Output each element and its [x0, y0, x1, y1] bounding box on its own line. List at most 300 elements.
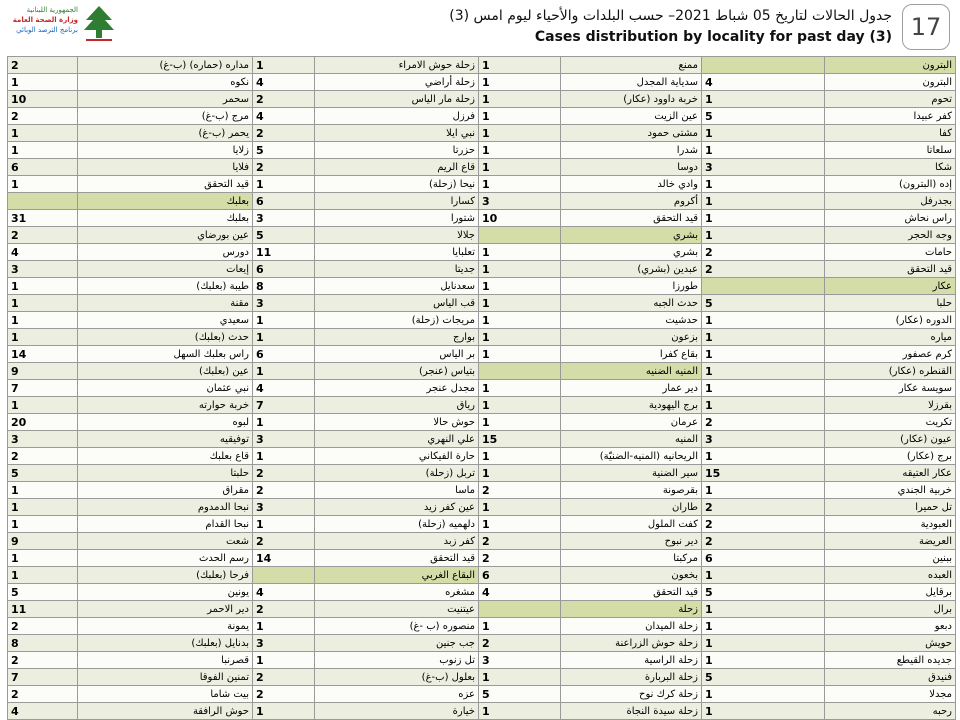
- locality-name-cell: رسم الحدث: [78, 550, 253, 567]
- case-count-cell: 1: [8, 125, 78, 142]
- locality-name-cell: جلالا: [315, 227, 479, 244]
- locality-name-cell: ممنع: [561, 57, 702, 74]
- locality-name-cell: زحلة البربارة: [561, 669, 702, 686]
- locality-name-cell: زحلة الراسية: [561, 652, 702, 669]
- case-count-cell: 5: [8, 465, 78, 482]
- case-count-cell: 5: [253, 227, 315, 244]
- case-count-cell: 2: [702, 516, 825, 533]
- case-count-cell: 1: [702, 397, 825, 414]
- locality-name-cell: الدوره (عكار): [825, 312, 956, 329]
- locality-name-cell: عين كفر زيد: [315, 499, 479, 516]
- district-header-cell: عكار: [825, 278, 956, 295]
- locality-name-cell: خربة داوود (عكار): [561, 91, 702, 108]
- case-count-cell: 10: [479, 210, 561, 227]
- case-count-cell: 1: [479, 159, 561, 176]
- locality-name-cell: حوش حالا: [315, 414, 479, 431]
- table-row: [8, 584, 956, 601]
- locality-name-cell: رياق: [315, 397, 479, 414]
- locality-name-cell: حلبا: [825, 295, 956, 312]
- case-count-cell: 3: [253, 635, 315, 652]
- case-count-cell: 2: [702, 499, 825, 516]
- locality-name-cell: بشري: [561, 244, 702, 261]
- locality-name-cell: حوش الرافقة: [78, 703, 253, 720]
- case-count-cell: 7: [8, 669, 78, 686]
- locality-name-cell: جب جنين: [315, 635, 479, 652]
- case-count-cell: 1: [702, 635, 825, 652]
- locality-name-cell: بزعون: [561, 329, 702, 346]
- locality-name-cell: جديتا: [315, 261, 479, 278]
- table-row: [8, 635, 956, 652]
- case-count-cell: 1: [479, 74, 561, 91]
- locality-name-cell: زحلة الميدان: [561, 618, 702, 635]
- case-count-cell: 1: [479, 176, 561, 193]
- locality-name-cell: حدث الجبه: [561, 295, 702, 312]
- locality-name-cell: مشغره: [315, 584, 479, 601]
- locality-name-cell: زلايا: [78, 142, 253, 159]
- table-row: [8, 244, 956, 261]
- case-count-cell: 1: [8, 550, 78, 567]
- case-count-cell: 4: [253, 380, 315, 397]
- case-count-cell: 7: [253, 397, 315, 414]
- case-count-cell: 1: [479, 346, 561, 363]
- table-row: [8, 193, 956, 210]
- case-count-cell: 2: [702, 244, 825, 261]
- locality-name-cell: حويش: [825, 635, 956, 652]
- case-count-cell: 1: [479, 397, 561, 414]
- locality-name-cell: مجدل عنجر: [315, 380, 479, 397]
- case-count-cell: 2: [8, 652, 78, 669]
- case-count-cell: 2: [8, 618, 78, 635]
- case-count-cell: 2: [8, 227, 78, 244]
- case-count-cell: 3: [702, 431, 825, 448]
- locality-name-cell: قب الياس: [315, 295, 479, 312]
- case-count-cell: 2: [702, 414, 825, 431]
- table-row: [8, 669, 956, 686]
- locality-name-cell: عين بورضاي: [78, 227, 253, 244]
- case-count-cell: 15: [479, 431, 561, 448]
- locality-name-cell: برقايل: [825, 584, 956, 601]
- locality-name-cell: فرحا (بعلبك): [78, 567, 253, 584]
- case-count-cell: 14: [253, 550, 315, 567]
- case-count-cell: 1: [702, 142, 825, 159]
- case-count-cell: 2: [702, 261, 825, 278]
- locality-name-cell: نبي ايلا: [315, 125, 479, 142]
- locality-name-cell: تكريت: [825, 414, 956, 431]
- locality-name-cell: حزرتا: [315, 142, 479, 159]
- case-count-cell: 9: [8, 363, 78, 380]
- locality-name-cell: بعلبك: [78, 210, 253, 227]
- case-count-cell: 4: [479, 584, 561, 601]
- locality-name-cell: علي النهري: [315, 431, 479, 448]
- logo-line-ministry: وزارة الصحة العامة: [12, 16, 78, 24]
- locality-name-cell: دورس: [78, 244, 253, 261]
- case-count-cell: 1: [479, 125, 561, 142]
- ministry-logo: [6, 4, 118, 44]
- locality-name-cell: نيحا (زحلة): [315, 176, 479, 193]
- case-count-cell: 4: [253, 74, 315, 91]
- locality-name-cell: سويسة عكار: [825, 380, 956, 397]
- case-count-cell: 1: [479, 516, 561, 533]
- case-count-cell: 1: [702, 567, 825, 584]
- case-count-cell: 2: [253, 465, 315, 482]
- case-count-cell: 1: [702, 176, 825, 193]
- case-count-cell: 5: [702, 108, 825, 125]
- locality-name-cell: مقنة: [78, 295, 253, 312]
- locality-name-cell: دلهميه (زحلة): [315, 516, 479, 533]
- locality-name-cell: زحلة أراضي: [315, 74, 479, 91]
- case-count-cell: 2: [479, 482, 561, 499]
- locality-name-cell: العبده: [825, 567, 956, 584]
- table-row: [8, 227, 956, 244]
- locality-name-cell: حامات: [825, 244, 956, 261]
- case-count-cell: 1: [253, 618, 315, 635]
- locality-name-cell: تمنين الفوقا: [78, 669, 253, 686]
- logo-line-program: برنامج الترصد الوبائي: [16, 26, 78, 34]
- table-row: [8, 533, 956, 550]
- locality-name-cell: مريجات (زحلة): [315, 312, 479, 329]
- district-header-cell: البترون: [825, 57, 956, 74]
- case-count-cell: 1: [253, 414, 315, 431]
- locality-name-cell: أكروم: [561, 193, 702, 210]
- table-row: [8, 550, 956, 567]
- case-count-cell: 1: [702, 312, 825, 329]
- case-count-cell: 10: [8, 91, 78, 108]
- table-row: [8, 397, 956, 414]
- case-count-cell: 2: [253, 686, 315, 703]
- locality-name-cell: طورزا: [561, 278, 702, 295]
- table-row: [8, 686, 956, 703]
- locality-name-cell: حارة الفيكاني: [315, 448, 479, 465]
- locality-name-cell: كفر زبد: [315, 533, 479, 550]
- locality-name-cell: حلبتا: [78, 465, 253, 482]
- district-header-cell: بعلبك: [78, 193, 253, 210]
- table-row: [8, 125, 956, 142]
- case-count-cell: 1: [8, 312, 78, 329]
- case-count-cell: 2: [253, 125, 315, 142]
- locality-name-cell: يحمر (ب-غ): [78, 125, 253, 142]
- locality-name-cell: مداره (حماره) (ب-غ): [78, 57, 253, 74]
- case-count-cell: 6: [8, 159, 78, 176]
- case-count-cell: 3: [479, 652, 561, 669]
- case-count-cell: 1: [702, 125, 825, 142]
- case-count-cell: 5: [702, 669, 825, 686]
- locality-name-cell: شعت: [78, 533, 253, 550]
- case-count-cell: 1: [702, 363, 825, 380]
- table-row: [8, 465, 956, 482]
- locality-name-cell: برال: [825, 601, 956, 618]
- locality-name-cell: العبودية: [825, 516, 956, 533]
- locality-name-cell: إده (البترون): [825, 176, 956, 193]
- locality-name-cell: بخعون: [561, 567, 702, 584]
- locality-name-cell: عين (بعلبك): [78, 363, 253, 380]
- locality-name-cell: شتورا: [315, 210, 479, 227]
- locality-name-cell: مقراق: [78, 482, 253, 499]
- locality-name-cell: سعيدي: [78, 312, 253, 329]
- locality-name-cell: راس بعلبك السهل: [78, 346, 253, 363]
- case-count-cell: 6: [479, 567, 561, 584]
- locality-name-cell: دير نبوح: [561, 533, 702, 550]
- locality-name-cell: قيد التحقق: [78, 176, 253, 193]
- district-header-cell: البقاع الغربي: [315, 567, 479, 584]
- case-count-cell: 6: [253, 261, 315, 278]
- table-row: [8, 431, 956, 448]
- locality-name-cell: فنيدق: [825, 669, 956, 686]
- case-count-cell: 1: [479, 278, 561, 295]
- case-count-cell: 1: [479, 91, 561, 108]
- case-count-cell: 1: [702, 227, 825, 244]
- case-count-cell: 3: [253, 431, 315, 448]
- case-count-cell: 2: [479, 533, 561, 550]
- locality-name-cell: توفيقيه: [78, 431, 253, 448]
- case-count-cell: [479, 227, 561, 244]
- locality-name-cell: دبعو: [825, 618, 956, 635]
- locality-name-cell: وادي خالد: [561, 176, 702, 193]
- case-count-cell: 1: [479, 142, 561, 159]
- locality-name-cell: بقاع كفرا: [561, 346, 702, 363]
- locality-name-cell: طاران: [561, 499, 702, 516]
- table-row: [8, 516, 956, 533]
- locality-name-cell: مجدلا: [825, 686, 956, 703]
- case-count-cell: 1: [253, 329, 315, 346]
- case-count-cell: 1: [479, 57, 561, 74]
- case-count-cell: [479, 601, 561, 618]
- locality-name-cell: قيد التحقق: [825, 261, 956, 278]
- locality-name-cell: سلعاتا: [825, 142, 956, 159]
- ministry-logo-text: [6, 5, 78, 35]
- case-count-cell: 4: [253, 108, 315, 125]
- locality-name-cell: خربية الجندي: [825, 482, 956, 499]
- locality-name-cell: تربل (زحلة): [315, 465, 479, 482]
- locality-name-cell: نبحا القدام: [78, 516, 253, 533]
- locality-name-cell: بعلول (ب-غ): [315, 669, 479, 686]
- locality-name-cell: يونين: [78, 584, 253, 601]
- case-count-cell: 1: [8, 176, 78, 193]
- case-count-cell: 2: [702, 533, 825, 550]
- table-row: [8, 329, 956, 346]
- locality-name-cell: زحلة مار الياس: [315, 91, 479, 108]
- case-count-cell: 1: [253, 57, 315, 74]
- locality-name-cell: مرج (ب-غ): [78, 108, 253, 125]
- case-count-cell: 3: [253, 210, 315, 227]
- locality-name-cell: بوارج: [315, 329, 479, 346]
- case-count-cell: 1: [702, 686, 825, 703]
- case-count-cell: 2: [253, 482, 315, 499]
- table-row: [8, 261, 956, 278]
- locality-name-cell: سحمر: [78, 91, 253, 108]
- table-row: [8, 159, 956, 176]
- locality-name-cell: راس نحاش: [825, 210, 956, 227]
- locality-name-cell: كفر عبيدا: [825, 108, 956, 125]
- case-count-cell: 6: [253, 193, 315, 210]
- locality-name-cell: قيد التحقق: [561, 210, 702, 227]
- locality-name-cell: بيت شاما: [78, 686, 253, 703]
- case-count-cell: 1: [8, 516, 78, 533]
- case-count-cell: 8: [8, 635, 78, 652]
- locality-name-cell: تعلبايا: [315, 244, 479, 261]
- locality-name-cell: خربة حوارته: [78, 397, 253, 414]
- case-count-cell: 4: [702, 74, 825, 91]
- case-count-cell: 1: [479, 261, 561, 278]
- locality-name-cell: دير الاحمر: [78, 601, 253, 618]
- locality-name-cell: عيتنيت: [315, 601, 479, 618]
- case-count-cell: 8: [253, 278, 315, 295]
- locality-name-cell: برج اليهودية: [561, 397, 702, 414]
- case-count-cell: 4: [253, 584, 315, 601]
- case-count-cell: 1: [479, 329, 561, 346]
- locality-name-cell: تحوم: [825, 91, 956, 108]
- case-count-cell: 1: [479, 244, 561, 261]
- case-count-cell: 2: [8, 686, 78, 703]
- table-row: [8, 142, 956, 159]
- case-count-cell: 1: [253, 516, 315, 533]
- case-count-cell: 4: [8, 703, 78, 720]
- table-row: [8, 312, 956, 329]
- case-count-cell: 1: [479, 465, 561, 482]
- slide-header: [0, 0, 960, 52]
- locality-name-cell: تل حميرا: [825, 499, 956, 516]
- locality-name-cell: القنطره (عكار): [825, 363, 956, 380]
- locality-name-cell: البترون: [825, 74, 956, 91]
- locality-name-cell: بدنايل (بعلبك): [78, 635, 253, 652]
- case-count-cell: 2: [479, 635, 561, 652]
- case-count-cell: 20: [8, 414, 78, 431]
- case-count-cell: 1: [702, 652, 825, 669]
- logo-line-republic: الجمهورية اللبنانية: [26, 6, 78, 14]
- table-row: [8, 278, 956, 295]
- locality-name-cell: سير الضنية: [561, 465, 702, 482]
- case-count-cell: 2: [253, 91, 315, 108]
- case-count-cell: 1: [253, 703, 315, 720]
- case-count-cell: 1: [479, 312, 561, 329]
- case-count-cell: 1: [8, 278, 78, 295]
- title-english: Cases distribution by locality for past day (3): [534, 29, 892, 45]
- case-count-cell: 1: [479, 703, 561, 720]
- locality-name-cell: بقرصونة: [561, 482, 702, 499]
- case-count-cell: 1: [253, 652, 315, 669]
- locality-name-cell: زحلة كرك نوح: [561, 686, 702, 703]
- case-count-cell: 1: [702, 210, 825, 227]
- case-count-cell: 5: [702, 295, 825, 312]
- case-count-cell: 2: [253, 533, 315, 550]
- locality-name-cell: سدياية المجدل: [561, 74, 702, 91]
- case-count-cell: 9: [8, 533, 78, 550]
- case-count-cell: 3: [479, 193, 561, 210]
- case-count-cell: 1: [479, 414, 561, 431]
- locality-name-cell: مياره: [825, 329, 956, 346]
- case-count-cell: 1: [702, 346, 825, 363]
- table-row: [8, 380, 956, 397]
- case-count-cell: 5: [8, 584, 78, 601]
- locality-name-cell: لبوه: [78, 414, 253, 431]
- locality-name-cell: زحلة سيدة النجاة: [561, 703, 702, 720]
- case-count-cell: 6: [253, 346, 315, 363]
- case-count-cell: 1: [253, 312, 315, 329]
- locality-name-cell: منصوره (ب -غ): [315, 618, 479, 635]
- locality-name-cell: ماسا: [315, 482, 479, 499]
- locality-name-cell: عكار العتيقه: [825, 465, 956, 482]
- locality-name-cell: بجدرفل: [825, 193, 956, 210]
- slide-number: 17: [902, 4, 950, 50]
- case-count-cell: 1: [702, 618, 825, 635]
- locality-name-cell: شدرا: [561, 142, 702, 159]
- locality-name-cell: عزه: [315, 686, 479, 703]
- case-count-cell: 2: [8, 448, 78, 465]
- locality-name-cell: يمونة: [78, 618, 253, 635]
- locality-name-cell: نبي عثمان: [78, 380, 253, 397]
- locality-name-cell: كفت الملول: [561, 516, 702, 533]
- table-row: [8, 210, 956, 227]
- case-count-cell: 7: [8, 380, 78, 397]
- locality-name-cell: ببنين: [825, 550, 956, 567]
- case-count-cell: 1: [479, 618, 561, 635]
- locality-name-cell: عبدين (بشري): [561, 261, 702, 278]
- cedar-icon: [82, 4, 116, 42]
- locality-name-cell: كفا: [825, 125, 956, 142]
- case-count-cell: 1: [702, 703, 825, 720]
- case-count-cell: 1: [702, 193, 825, 210]
- case-count-cell: 1: [702, 380, 825, 397]
- table-row: [8, 176, 956, 193]
- case-count-cell: 2: [8, 57, 78, 74]
- table-body: [8, 57, 956, 720]
- locality-name-cell: كرم عصفور: [825, 346, 956, 363]
- case-count-cell: 1: [479, 380, 561, 397]
- locality-name-cell: دير عمار: [561, 380, 702, 397]
- case-count-cell: 1: [702, 329, 825, 346]
- table-row: [8, 57, 956, 74]
- locality-name-cell: دوسا: [561, 159, 702, 176]
- locality-name-cell: طيبة (بعلبك): [78, 278, 253, 295]
- case-count-cell: 1: [253, 176, 315, 193]
- locality-name-cell: مركبتا: [561, 550, 702, 567]
- case-count-cell: 1: [253, 448, 315, 465]
- case-count-cell: 1: [8, 295, 78, 312]
- locality-name-cell: نكوه: [78, 74, 253, 91]
- cases-by-locality-table: [7, 56, 956, 720]
- case-count-cell: 6: [702, 550, 825, 567]
- case-count-cell: 1: [8, 482, 78, 499]
- case-count-cell: 1: [479, 108, 561, 125]
- locality-name-cell: فلايا: [78, 159, 253, 176]
- table-row: [8, 91, 956, 108]
- locality-name-cell: قصرنبا: [78, 652, 253, 669]
- case-count-cell: 1: [702, 601, 825, 618]
- case-count-cell: 14: [8, 346, 78, 363]
- case-count-cell: 1: [702, 482, 825, 499]
- locality-name-cell: سعدنايل: [315, 278, 479, 295]
- table-row: [8, 499, 956, 516]
- case-count-cell: 1: [479, 448, 561, 465]
- district-header-cell: بشري: [561, 227, 702, 244]
- case-count-cell: 3: [253, 499, 315, 516]
- case-count-cell: 1: [8, 567, 78, 584]
- case-count-cell: 2: [8, 108, 78, 125]
- locality-name-cell: شكا: [825, 159, 956, 176]
- case-count-cell: 1: [8, 397, 78, 414]
- case-count-cell: [8, 193, 78, 210]
- locality-name-cell: بتياس (عنجر): [315, 363, 479, 380]
- case-count-cell: [702, 278, 825, 295]
- case-count-cell: 1: [479, 499, 561, 516]
- table-row: [8, 601, 956, 618]
- locality-name-cell: قاع بعلبك: [78, 448, 253, 465]
- case-count-cell: 11: [253, 244, 315, 261]
- case-count-cell: [479, 363, 561, 380]
- case-count-cell: 1: [702, 448, 825, 465]
- title-arabic: جدول الحالات لتاريخ 05 شباط 2021– حسب البلدات والأحياء ليوم امس (3): [449, 8, 892, 24]
- locality-name-cell: جديده القيطع: [825, 652, 956, 669]
- case-count-cell: 1: [8, 74, 78, 91]
